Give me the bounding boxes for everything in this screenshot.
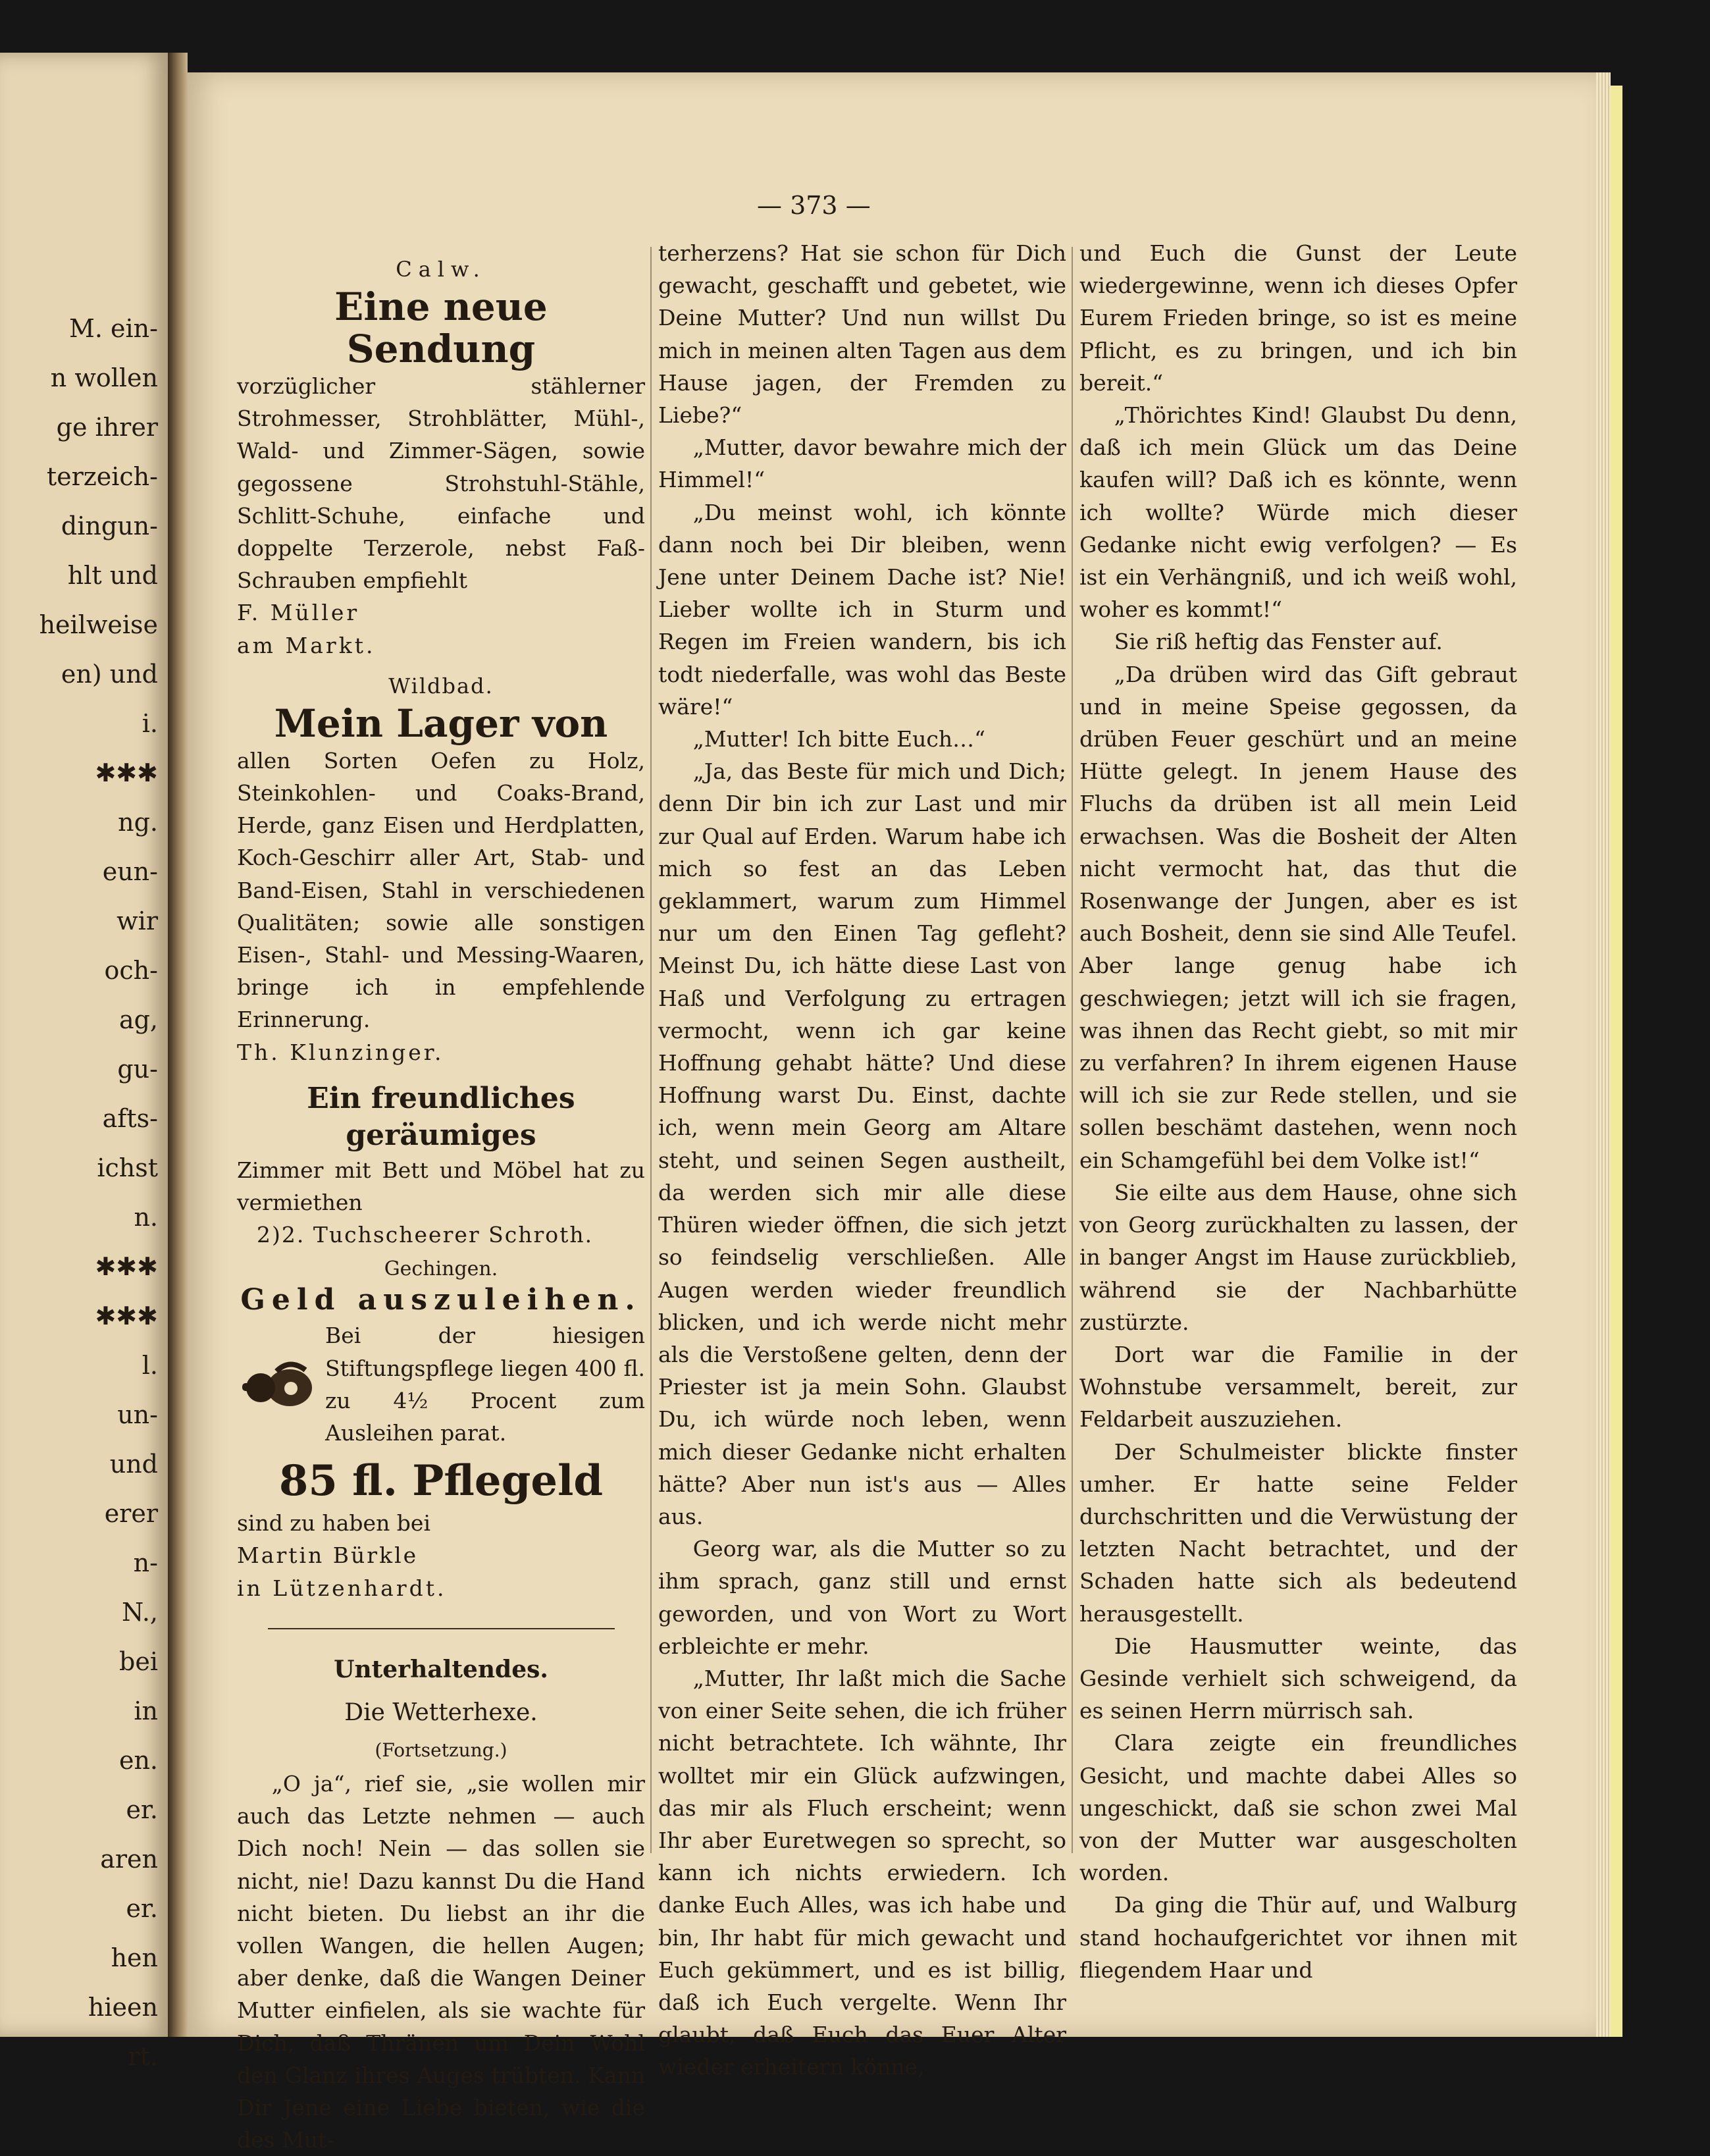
ad-signature: 2)2. Tuchscheerer Schroth. [257, 1222, 594, 1248]
previous-page-line: n wollen [50, 363, 158, 392]
story-paragraph: und Euch die Gunst der Leute wiedergewinne, wenn ich dieses Opfer Eurem Frieden bringe, so ist es meine Pflicht, es zu bringen, und ich bin bereit.“ [1079, 240, 1517, 396]
story-text [1079, 237, 1517, 1986]
previous-page-line: en. [118, 1746, 158, 1775]
previous-page-line: ichst [97, 1153, 158, 1182]
story-paragraph: Dort war die Familie in der Wohnstube versammelt, bereit, zur Feldarbeit auszuziehen. [1079, 1341, 1517, 1433]
previous-page-line: terzeich- [46, 462, 158, 491]
story-paragraph: Sie riß heftig das Fenster auf. [1114, 629, 1443, 655]
previous-page-line: n. [134, 1203, 158, 1232]
column-rule [1072, 247, 1073, 1853]
story-paragraph: „Mutter, Ihr laßt mich die Sache von einer Seite sehen, die ich früher nicht betrachtete. Ich wähnte, Ihr wolltet mir ein Glück aufzwingen, das mir als Fluch erscheint; wenn Ihr aber Euretwegen so sprecht, so kann ich nichts erwiedern. Ich danke Euch Alles, was ich habe und bin, Ihr habt für mich gewacht und Euch gekümmert, und es ist billig, daß ich Euch vergelte. Wenn Ihr glaubt, daß Euch das Euer Alter wieder erheitern könne, [658, 1665, 1066, 2080]
story-paragraph: „Da drüben wird das Gift gebraut und in meine Speise gegossen, da drüben Feuer geschürt und an meine Hütte gelegt. In jenem Hause des Fluchs da drüben ist all mein Leid erwachsen. Was die Bosheit der Alten nicht vermocht hat, das thut die Rosenwange der Jungen, aber es ist auch Bosheit, denn sie sind Alle Teufel. Aber lange genug habe ich geschwiegen; jetzt will ich sie fragen, was ihnen das Recht giebt, so mit mir zu verfahren? In ihrem eigenen Hause will ich sie zur Rede stellen, und sie sollen beschämt dastehen, wenn noch ein Schamgefühl bei dem Volke ist!“ [1079, 661, 1517, 1173]
previous-page-line: ge ihrer [56, 413, 158, 442]
previous-page-line: eun- [102, 857, 158, 886]
ad-gechingen [237, 1257, 645, 1449]
previous-page-line: dingun- [61, 512, 158, 540]
previous-page-line: n- [133, 1548, 158, 1577]
story-paragraph: „O ja“, rief sie, „sie wollen mir auch das Letzte nehmen — auch Dich noch! Nein — das sollen sie nicht, nie! Dazu kannst Du die Hand nicht bieten. Du liebst an ihr die vollen Wangen, die hellen Augen; aber denke, daß die Wangen Deiner Mutter einfielen, als sie wachte für Dich, daß Thränen um Dein Wohl den Glanz ihres Auges trübten. Kann Dir Jene eine Liebe bieten, wie die des Mut- [237, 1770, 645, 2153]
story-paragraph: Sie eilte aus dem Hause, ohne sich von Georg zurückhalten zu lassen, der in banger Angst im Hause zurückblieb, während sie der Nachbarhütte zustürzte. [1079, 1179, 1517, 1335]
previous-page-line: M. ein- [68, 314, 158, 343]
previous-page-line: och- [104, 956, 158, 985]
previous-page-line: N., [122, 1598, 158, 1627]
ad-headline: 85 fl. Pflegeld [278, 1456, 604, 1506]
column-2 [658, 237, 1066, 2080]
pointing-hand-icon [237, 1352, 316, 1417]
ad-body: Zimmer mit Bett und Möbel hat zu vermiethen [237, 1157, 645, 1216]
page-number: — 373 — [757, 191, 871, 220]
section-divider [268, 1628, 615, 1629]
previous-page-line: ✱✱✱ [95, 758, 158, 787]
story-title: Die Wetterhexe. [344, 1698, 538, 1726]
story-paragraph: „Du meinst wohl, ich könnte dann noch bei Dir bleiben, wenn Jene unter Deinem Dache ist? Nie! Lieber wollte ich in Sturm und Regen im Freien wandern, bis ich todt niederfalle, was wohl das Beste wäre!“ [658, 499, 1066, 720]
column-rule [650, 247, 652, 1853]
page-stack-edge [1596, 72, 1611, 2037]
previous-page-line: und [109, 1450, 158, 1479]
previous-page-line: un- [117, 1400, 158, 1429]
previous-page-line: l. [142, 1351, 158, 1380]
story-paragraph: „Thörichtes Kind! Glaubst Du denn, daß ich mein Glück um das Deine kaufen will? Daß ich es könnte, wenn ich wollte? Würde mich dieser Gedanke nicht ewig verfolgen? — Es ist ein Verhängniß, und ich weiß wohl, woher es kommt!“ [1079, 402, 1517, 623]
story-paragraph: „Ja, das Beste für mich und Dich; denn Dir bin ich zur Last und mir zur Qual auf Erden. Warum habe ich mich so fest an das Leben geklammert, warum zum Himmel nur um den Einen Tag gefleht? Meinst Du, ich hätte diese Last von Haß und Verfolgung zu ertragen vermocht, wenn ich gar keine Hoffnung gehabt hätte? Und diese Hoffnung warst Du. Einst, dachte ich, wenn mein Georg am Altare steht, und seinen Segen austheilt, da werden sich mir alle diese Thüren wieder öffnen, die sich jetzt so feindselig verschließen. Alle Augen werden wieder freundlich blicken, und ich werde nicht mehr als die Verstoßene gelten, denn der Priester ist ja mein Sohn. Glaubst Du, ich würde noch leben, wenn mich dieser Gedanke nicht erhalten hätte? Aber nun ist's aus — Alles aus. [658, 758, 1066, 1529]
ad-body: Bei der hiesigen Stiftungspflege liegen 400 fl. zu 4½ Procent zum Ausleihen parat. [325, 1323, 645, 1446]
previous-page-line: ag, [118, 1005, 158, 1034]
previous-page-line: aren [100, 1845, 158, 1874]
book-gutter [168, 53, 188, 2037]
previous-page-line: en) und [61, 660, 158, 689]
ad-body: allen Sorten Oefen zu Holz, Steinkohlen- und Coaks-Brand, Herde, ganz Eisen und Herdplatten, Koch-Geschirr aller Art, Stab- und Band-Eisen, Stahl in verschiedenen Qualitäten; sowie alle sonstigen Eisen-, Stahl- und Messing-Waaren, bringe ich in empfehlende Erinnerung. [237, 747, 645, 1033]
ad-place: Calw. [396, 257, 486, 282]
previous-page-line: hen [111, 1943, 158, 1972]
story-paragraph: „Mutter! Ich bitte Euch…“ [692, 726, 985, 752]
ad-signature: Th. Klunzinger. [237, 1039, 444, 1065]
story-paragraph: Clara zeigte ein freundliches Gesicht, und machte dabei Alles so ungeschickt, daß sie schon zwei Mal von der Mutter war ausgescholten worden. [1079, 1730, 1517, 1886]
ad-signature: Martin Bürkle [237, 1542, 419, 1569]
ad-headline: Mein Lager von [274, 700, 608, 746]
ad-headline: Geld auszuleihen. [240, 1283, 642, 1317]
previous-page-line: er. [126, 1795, 158, 1824]
section-heading: Unterhaltendes. [334, 1655, 548, 1683]
ad-place: Gechingen. [384, 1257, 498, 1281]
ad-signature-address: in Lützenhardt. [237, 1575, 447, 1601]
ad-with-hand [237, 1319, 645, 1449]
previous-page-line: hlt und [67, 561, 158, 590]
previous-page-line: ✱✱✱ [95, 1252, 158, 1281]
story-paragraph: Georg war, als die Mutter so zu ihm sprach, ganz still und ernst geworden, und von Wort zu Wort erbleichte er mehr. [658, 1536, 1066, 1659]
story-text [237, 1768, 645, 2156]
story-paragraph: terherzens? Hat sie schon für Dich gewacht, geschafft und gebetet, wie Deine Mutter? Und nun willst Du mich in meinen alten Tagen aus dem Hause jagen, der Fremden zu Liebe?“ [658, 240, 1066, 429]
continuation-note: (Fortsetzung.) [375, 1739, 507, 1761]
story-text [658, 237, 1066, 2084]
column-1 [237, 237, 645, 2153]
ad-headline: Ein freundliches geräumiges [307, 1081, 575, 1152]
previous-page-line: rt. [128, 2042, 158, 2071]
previous-page-line: wir [117, 907, 158, 935]
story-paragraph: Die Hausmutter weinte, das Gesinde verhielt sich schweigend, da es seinen Herrn mürrisch sah. [1079, 1633, 1517, 1724]
story-paragraph: Da ging die Thür auf, und Walburg stand hochaufgerichtet vor ihnen mit fliegendem Haar und [1079, 1892, 1517, 1983]
previous-page-line: in [134, 1696, 158, 1725]
previous-page-line: ✱✱✱ [95, 1301, 158, 1330]
previous-page-line: bei [119, 1647, 158, 1676]
ad-pflegeld [237, 1456, 645, 1604]
ad-body: vorzüglicher stählerner Strohmesser, Strohblätter, Mühl-, Wald- und Zimmer-Sägen, sowie gegossene Strohstuhl-Stähle, Schlitt-Schuhe, einfache und doppelte Terzerole, nebst Faß-Schrauben empfiehlt [237, 373, 645, 594]
previous-page-line: erer [104, 1499, 158, 1528]
story-paragraph: Der Schulmeister blickte finster umher. Er hatte seine Felder durchschritten und die Verwüstung der letzten Nacht betrachtet, und der Schaden hatte sich als bedeutend herausgestellt. [1079, 1438, 1517, 1627]
previous-page-line: heilweise [39, 610, 158, 639]
ad-signature: F. Müller [237, 600, 360, 626]
ad-calw [237, 257, 645, 662]
previous-page-line: er. [126, 1894, 158, 1923]
previous-page [0, 53, 168, 2071]
previous-page-line: ng. [118, 808, 158, 837]
previous-page-line: i. [142, 709, 158, 738]
previous-page-line: gu- [117, 1055, 158, 1084]
previous-page-line: hieen [88, 1993, 158, 2022]
previous-page-line: afts- [102, 1104, 158, 1133]
ad-signature-address: am Markt. [237, 632, 376, 658]
ad-headline: Eine neue Sendung [334, 284, 548, 371]
ad-wildbad [237, 673, 645, 1068]
ad-place: Wildbad. [388, 673, 494, 698]
ad-body: sind zu haben bei [237, 1510, 431, 1537]
story-paragraph: „Mutter, davor bewahre mich der Himmel!“ [658, 434, 1066, 493]
page-stack-edge-yellow [1611, 86, 1622, 2037]
column-3 [1079, 237, 1517, 1983]
ad-room [237, 1080, 645, 1251]
